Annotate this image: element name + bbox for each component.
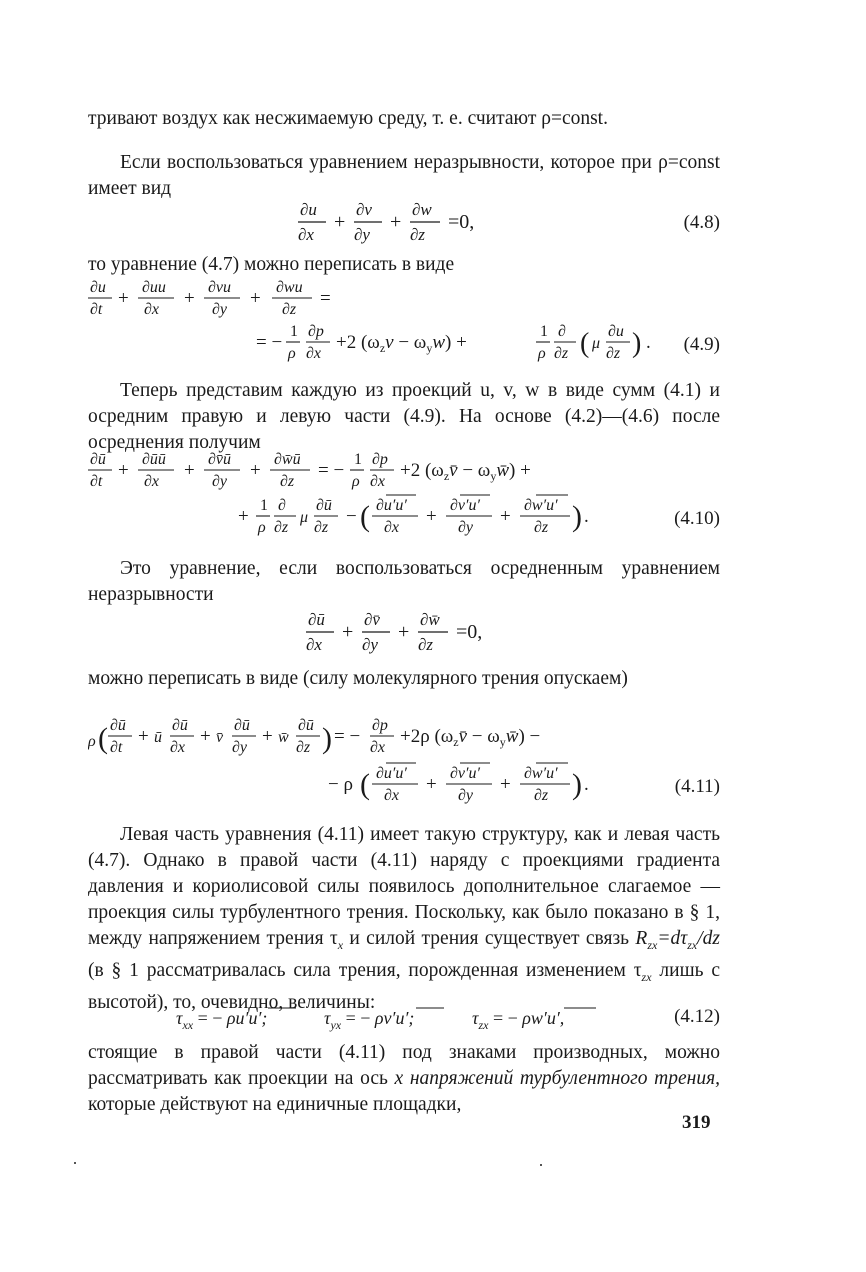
svg-text:∂x: ∂x: [170, 739, 186, 756]
svg-text:∂z: ∂z: [534, 519, 549, 536]
svg-text:ρ: ρ: [538, 345, 546, 362]
svg-text:∂w′u′: ∂w′u′: [524, 765, 558, 782]
svg-text:+: +: [200, 726, 211, 747]
svg-text:∂x: ∂x: [384, 519, 400, 536]
svg-text:∂x: ∂x: [144, 301, 160, 318]
svg-text:+: +: [118, 288, 129, 309]
svg-text:∂z: ∂z: [296, 739, 311, 756]
svg-text:+: +: [334, 211, 346, 233]
svg-text:∂u: ∂u: [300, 200, 317, 219]
scan-speck: [74, 1162, 76, 1164]
svg-text:τxx = − ρu′u′;: $\tau_{xx}$ = − ρu′u′;: [176, 1008, 268, 1032]
svg-text:1: 1: [290, 323, 298, 340]
svg-text:∂p: ∂p: [308, 323, 324, 340]
svg-text:+: +: [390, 211, 402, 233]
scan-speck: [540, 1164, 542, 1166]
svg-text:+: +: [500, 774, 511, 795]
paragraph-8: стоящие в правой части (4.11) под знаками производных, можно рассматривать как проекции на ось x напряжений турбулентного трения, которые действуют на единичные площадки,: [88, 1042, 721, 1115]
paragraph-2: Если воспользоваться уравнением неразрывности, которое при ρ=const имеет вид: [88, 152, 720, 199]
svg-text:∂z: ∂z: [410, 225, 426, 244]
svg-text:∂u′u′: ∂u′u′: [376, 765, 407, 782]
svg-text:∂z: ∂z: [274, 519, 289, 536]
svg-text:+: +: [250, 460, 261, 481]
svg-text:∂wu: ∂wu: [276, 279, 303, 296]
svg-text:v̄: v̄: [216, 729, 224, 746]
svg-text:∂u: ∂u: [608, 323, 624, 340]
svg-text:∂ū: ∂ū: [90, 451, 106, 468]
paragraph-3: то уравнение (4.7) можно переписать в виде: [88, 254, 455, 275]
svg-text:∂ū: ∂ū: [298, 717, 314, 734]
svg-text:∂w̄: ∂w̄: [420, 610, 440, 629]
svg-text:∂ū: ∂ū: [110, 717, 126, 734]
svg-text:∂x: ∂x: [306, 345, 322, 362]
page-number: 319: [682, 1112, 711, 1133]
svg-text:+: +: [426, 506, 437, 527]
svg-text:): ): [632, 328, 642, 359]
svg-text:∂: ∂: [278, 497, 286, 514]
svg-text:∂t: ∂t: [90, 301, 103, 318]
svg-text:+: +: [184, 460, 195, 481]
svg-text:(: (: [360, 500, 370, 533]
svg-text:∂z: ∂z: [534, 787, 549, 804]
svg-text:∂ū: ∂ū: [308, 610, 325, 629]
equation-4-8: [88, 198, 720, 248]
svg-text:w̄: w̄: [278, 729, 289, 746]
svg-text:1: 1: [354, 451, 362, 468]
svg-text:∂z: ∂z: [280, 473, 295, 490]
svg-text:∂x: ∂x: [370, 473, 386, 490]
svg-text:∂x: ∂x: [144, 473, 160, 490]
svg-text:∂u′u′: ∂u′u′: [376, 497, 407, 514]
svg-text:∂y: ∂y: [232, 739, 248, 756]
svg-text:∂y: ∂y: [362, 635, 378, 654]
svg-text:.: .: [584, 774, 589, 795]
svg-text:∂ū: ∂ū: [316, 497, 332, 514]
svg-text:= −: = −: [318, 460, 345, 481]
svg-text:∂z: ∂z: [554, 345, 569, 362]
svg-text:=: =: [320, 288, 331, 309]
svg-text:∂ū: ∂ū: [234, 717, 250, 734]
svg-text:∂y: ∂y: [354, 225, 370, 244]
svg-text:+: +: [184, 288, 195, 309]
equation-number: (4.8): [683, 212, 720, 233]
svg-text:ρ: ρ: [258, 519, 266, 536]
svg-text:∂y: ∂y: [458, 787, 474, 804]
svg-text:∂v′u′: ∂v′u′: [450, 497, 481, 514]
svg-text:+: +: [238, 506, 249, 527]
svg-text:∂x: ∂x: [306, 635, 322, 654]
equation-4-11: [88, 716, 720, 812]
svg-text:.: .: [584, 506, 589, 527]
svg-text:(: (: [360, 768, 370, 801]
svg-text:): ): [322, 722, 332, 755]
svg-text:+: +: [426, 774, 437, 795]
svg-text:+2 (ωzv − ωyw) +: +2 $(\omega_zv - \omega_yw)$ +: [336, 332, 467, 355]
equation-4-10: [88, 450, 720, 546]
svg-text:μ: μ: [300, 509, 309, 526]
svg-text:+: +: [250, 288, 261, 309]
svg-text:+: +: [398, 621, 410, 643]
svg-text:∂w: ∂w: [412, 200, 432, 219]
svg-text:=0,: =0,: [448, 211, 475, 233]
svg-text:1: 1: [540, 323, 548, 340]
svg-text:∂y: ∂y: [212, 473, 228, 490]
svg-text:∂x: ∂x: [370, 739, 386, 756]
svg-text:τzx = − ρw′u′,: $\tau_{zx}$ = − ρw′u′,: [472, 1008, 565, 1032]
svg-text:∂x: ∂x: [298, 225, 314, 244]
equation-averaged-continuity: [88, 608, 720, 658]
svg-text:∂ū: ∂ū: [172, 717, 188, 734]
svg-text:∂vu: ∂vu: [208, 279, 232, 296]
paragraph-6: можно переписать в виде (силу молекулярного трения опускаем): [88, 668, 628, 689]
svg-text:+: +: [138, 726, 149, 747]
svg-text:(: (: [98, 722, 108, 755]
equation-4-12: [88, 1000, 720, 1036]
equation-number: (4.9): [683, 334, 720, 355]
svg-text:): ): [572, 768, 582, 801]
svg-text:∂t: ∂t: [110, 739, 123, 756]
svg-text:.: .: [646, 332, 651, 353]
svg-text:): ): [572, 500, 582, 533]
svg-text:+2ρ (ωzv̄ − ωyw̄) −: +2ρ ($\omega_zv̄$ − $\omega_yw̄$) −: [400, 726, 541, 749]
svg-text:ū: ū: [154, 729, 162, 746]
svg-text:+: +: [342, 621, 354, 643]
svg-text:∂v: ∂v: [356, 200, 372, 219]
svg-text:∂p: ∂p: [372, 717, 388, 734]
svg-text:+2 (ωzv̄ − ωyw̄) +: +2 ($\omega_zv̄$ − $\omega_yw̄$) +: [400, 460, 531, 483]
svg-text:∂v̄ū: ∂v̄ū: [208, 451, 232, 468]
svg-text:∂p: ∂p: [372, 451, 388, 468]
svg-text:ρ: ρ: [288, 345, 296, 362]
svg-text:∂y: ∂y: [212, 301, 228, 318]
svg-text:= −: = −: [256, 332, 283, 353]
svg-text:∂t: ∂t: [90, 473, 103, 490]
svg-text:∂w′u′: ∂w′u′: [524, 497, 558, 514]
svg-text:μ: μ: [592, 335, 601, 352]
svg-text:∂y: ∂y: [458, 519, 474, 536]
svg-text:τyx = − ρv′u′;: $\tau_{yx}$ = − ρv′u′;: [324, 1008, 415, 1032]
svg-text:(: (: [580, 328, 590, 359]
svg-text:∂v′u′: ∂v′u′: [450, 765, 481, 782]
svg-text:∂: ∂: [558, 323, 566, 340]
svg-text:∂u: ∂u: [90, 279, 106, 296]
paragraph-7: Левая часть уравнения (4.11) имеет такую структуру, как и левая часть (4.7). Однако в правой части (4.11) наряду с проекциями градиента давления и кориолисовой силы появилось дополнительное слагаемое — проекция силы турбулентного трения. Поскольку, как было показано в § 1, между напряжением трения $\tau_x$ и силой трения существует связь $R_{zx}=d\tau_{zx}/dz$ (в § 1 рассматривалась сила трения, порожденная изменением $\tau_{zx}$ лишь с высотой), то, очевидно, величины:: [88, 824, 720, 1013]
svg-text:∂ūū: ∂ūū: [142, 451, 166, 468]
svg-text:+: +: [118, 460, 129, 481]
svg-text:∂z: ∂z: [282, 301, 297, 318]
svg-text:−: −: [346, 506, 357, 527]
svg-text:− ρ: − ρ: [328, 774, 353, 795]
svg-text:+: +: [500, 506, 511, 527]
svg-text:∂w̄ū: ∂w̄ū: [274, 451, 301, 468]
svg-text:∂z: ∂z: [606, 345, 621, 362]
paragraph-4: Теперь представим каждую из проекций u, v, w в виде сумм (4.1) и осредним правую и левую части (4.9). На основе (4.2)—(4.6) после осреднения получим: [88, 380, 720, 453]
svg-text:= −: = −: [334, 726, 361, 747]
svg-text:∂v̄: ∂v̄: [364, 610, 380, 629]
svg-text:∂x: ∂x: [384, 787, 400, 804]
svg-text:∂z: ∂z: [418, 635, 434, 654]
svg-text:∂z: ∂z: [314, 519, 329, 536]
equation-number: (4.11): [674, 776, 720, 797]
paragraph-1: тривают воздух как несжимаемую среду, т. е. считают ρ=const.: [88, 108, 608, 129]
equation-number: (4.10): [674, 508, 720, 529]
paragraph-5: Это уравнение, если воспользоваться осредненным уравнением неразрывности: [88, 558, 720, 605]
svg-text:∂uu: ∂uu: [142, 279, 166, 296]
svg-text:ρ: ρ: [88, 733, 96, 750]
svg-text:+: +: [262, 726, 273, 747]
svg-text:1: 1: [260, 497, 268, 514]
svg-text:ρ: ρ: [352, 473, 360, 490]
equation-4-9: [88, 278, 720, 370]
svg-text:=0,: =0,: [456, 621, 483, 643]
equation-number: (4.12): [674, 1006, 720, 1027]
